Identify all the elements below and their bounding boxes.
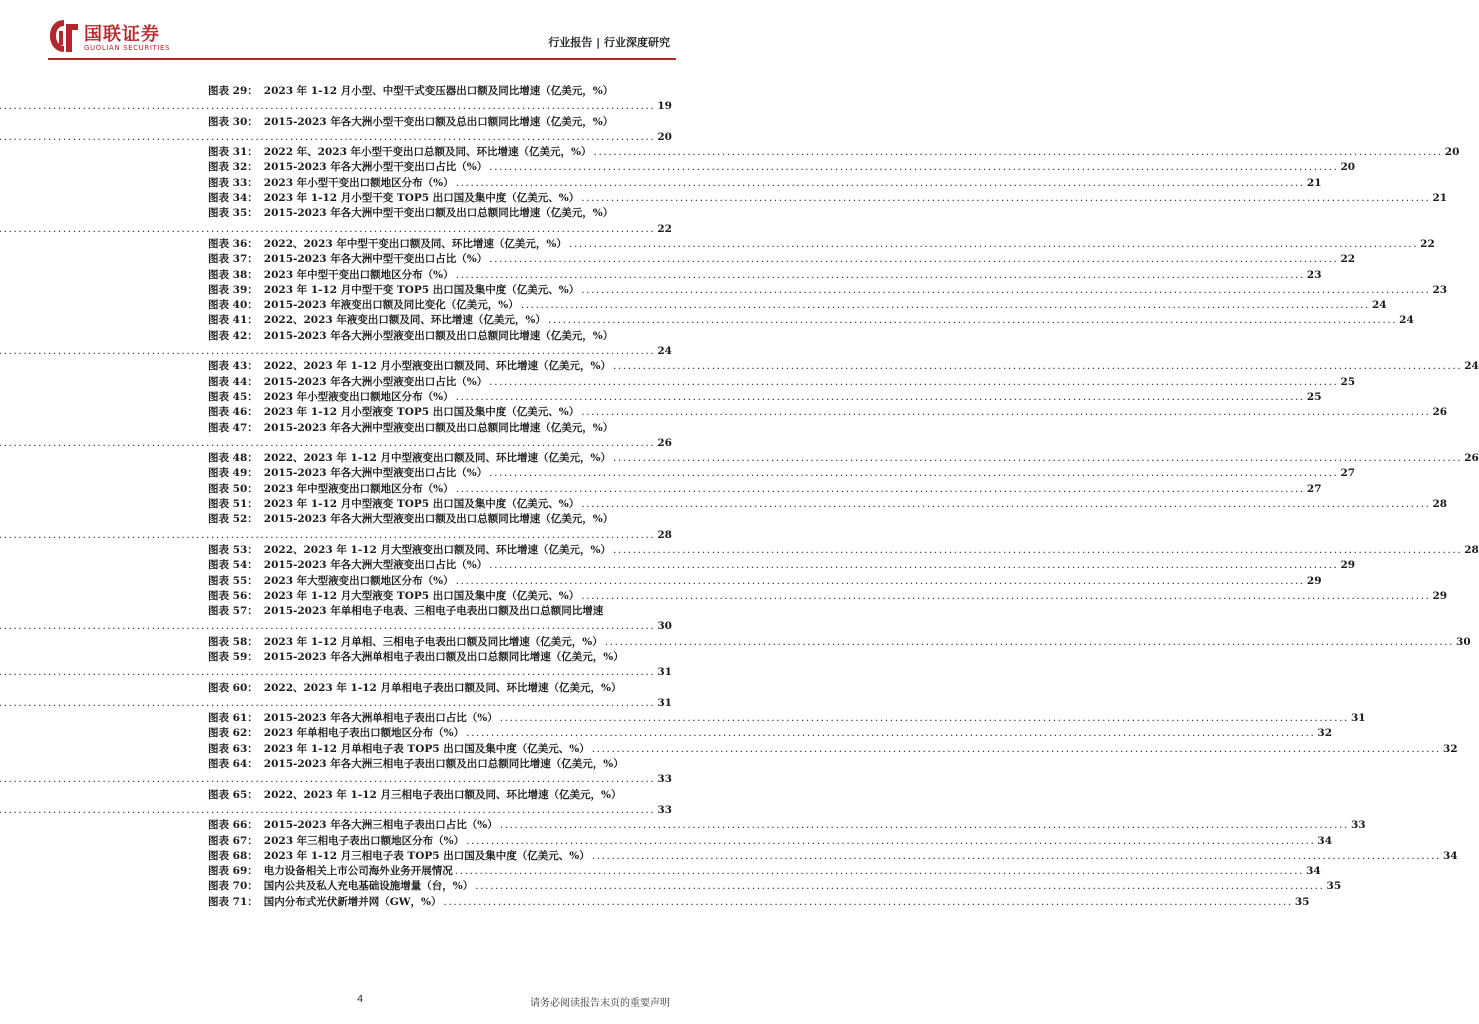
toc-entry[interactable] (208, 451, 1479, 466)
toc-entry-label: 图表 58： (208, 635, 258, 648)
toc-entry[interactable] (208, 788, 672, 803)
toc-dot-leader (611, 359, 1464, 374)
toc-entry-title: 2023 年中型液变出口额地区分布（%） (263, 482, 454, 495)
toc-entry[interactable] (208, 589, 1448, 604)
toc-entry-label: 图表 56： (208, 589, 258, 602)
toc-entry[interactable] (208, 283, 1448, 298)
toc-entry[interactable] (208, 206, 672, 221)
toc-dot-leader (0, 696, 657, 711)
toc-dot-leader (487, 160, 1340, 175)
toc-entry-continuation (208, 665, 672, 680)
toc-entry-title: 2022、2023 年 1-12 月小型液变出口额及同、环比增速（亿美元，%） (263, 360, 611, 373)
toc-entry-title: 2023 年 1-12 月小型液变 TOP5 出口国及集中度（亿美元、%） (263, 406, 580, 419)
toc-entry-label: 图表 62： (208, 727, 258, 740)
toc-entry[interactable] (208, 390, 1322, 405)
toc-entry-page: 30 (1456, 635, 1471, 648)
toc-entry-page: 26 (657, 436, 672, 449)
toc-dot-leader (611, 543, 1464, 558)
toc-dot-leader (590, 742, 1443, 757)
toc-entry-title: 2015-2023 年各大洲小型液变出口占比（%） (263, 375, 488, 388)
toc-entry-page: 32 (1442, 742, 1458, 755)
toc-entry-title: 2023 年三相电子表出口额地区分布（%） (263, 834, 465, 847)
toc-entry-title: 2023 年 1-12 月单相、三相电子电表出口额及同比增速（亿美元，%） (263, 635, 603, 648)
toc-dot-leader (454, 268, 1307, 283)
figure-index (208, 84, 1479, 910)
toc-entry-page: 31 (657, 696, 672, 709)
toc-entry-continuation (208, 696, 672, 711)
toc-dot-leader (0, 665, 657, 680)
toc-entry-label: 图表 32： (208, 161, 258, 174)
toc-dot-leader (453, 864, 1306, 879)
toc-entry-label: 图表 50： (208, 482, 258, 495)
toc-dot-leader (579, 283, 1432, 298)
toc-entry-page: 35 (1294, 895, 1310, 908)
toc-dot-leader (0, 803, 657, 818)
toc-dot-leader (0, 130, 657, 145)
toc-entry-title: 2015-2023 年各大洲中型干变出口额及出口总额同比增速（亿美元，%） (263, 207, 614, 220)
toc-entry-page: 27 (1306, 482, 1322, 495)
toc-entry-page: 31 (1351, 712, 1366, 725)
toc-dot-leader (454, 482, 1307, 497)
toc-entry-title: 2023 年 1-12 月小型干变 TOP5 出口国及集中度（亿美元、%） (263, 192, 580, 205)
toc-dot-leader (498, 711, 1351, 726)
toc-entry-title: 电力设备相关上市公司海外业务开展情况 (263, 865, 453, 878)
toc-entry-title: 国内分布式光伏新增并网（GW，%） (263, 895, 442, 908)
toc-entry-title: 2015-2023 年各大洲三相电子表出口额及出口总额同比增速（亿美元，%） (263, 758, 624, 771)
toc-entry[interactable] (208, 879, 1342, 894)
toc-entry-title: 2015-2023 年各大洲小型干变出口占比（%） (263, 161, 488, 174)
toc-entry-title: 2023 年 1-12 月单相电子表 TOP5 出口国及集中度（亿美元、%） (263, 742, 590, 755)
toc-entry-continuation (208, 222, 672, 237)
toc-entry[interactable] (208, 497, 1448, 512)
toc-entry-label: 图表 69： (208, 865, 258, 878)
toc-entry-label: 图表 46： (208, 406, 258, 419)
toc-entry-title: 2023 年中型干变出口额地区分布（%） (263, 268, 454, 281)
toc-entry-label: 图表 59： (208, 650, 258, 663)
toc-dot-leader (603, 635, 1456, 650)
toc-entry-page: 24 (657, 345, 672, 358)
toc-entry[interactable] (208, 145, 1460, 160)
toc-dot-leader (579, 589, 1432, 604)
toc-entry-page: 20 (1340, 161, 1356, 174)
toc-entry[interactable] (208, 834, 1333, 849)
toc-entry-label: 图表 70： (208, 880, 258, 893)
toc-entry-label: 图表 60： (208, 681, 258, 694)
toc-entry-title: 2022、2023 年中型干变出口额及同、环比增速（亿美元，%） (263, 237, 567, 250)
toc-entry-continuation (208, 130, 672, 145)
toc-entry[interactable] (208, 482, 1322, 497)
toc-entry-title: 2022、2023 年 1-12 月三相电子表出口额及同、环比增速（亿美元，%） (263, 788, 622, 801)
toc-dot-leader (579, 405, 1432, 420)
toc-entry[interactable] (208, 543, 1479, 558)
toc-dot-leader (590, 849, 1443, 864)
toc-entry-page: 22 (1420, 237, 1435, 250)
toc-entry[interactable] (208, 268, 1322, 283)
toc-entry[interactable] (208, 757, 672, 772)
toc-entry-label: 图表 38： (208, 268, 258, 281)
toc-entry-title: 2023 年 1-12 月三相电子表 TOP5 出口国及集中度（亿美元、%） (263, 849, 590, 862)
toc-entry[interactable] (208, 895, 1310, 910)
toc-entry-title: 2015-2023 年各大洲小型液变出口额及出口总额同比增速（亿美元，%） (263, 329, 614, 342)
toc-entry-page: 24 (1399, 314, 1414, 327)
page-number: 4 (357, 994, 364, 1005)
toc-entry-label: 图表 65： (208, 788, 258, 801)
toc-dot-leader (464, 726, 1317, 741)
toc-entry-title: 2015-2023 年各大洲大型液变出口额及出口总额同比增速（亿美元，%） (263, 513, 614, 526)
toc-entry-title: 2015-2023 年各大洲中型干变出口占比（%） (263, 253, 488, 266)
toc-entry-label: 图表 40： (208, 299, 258, 312)
toc-entry-label: 图表 61： (208, 712, 258, 725)
toc-dot-leader (579, 497, 1432, 512)
toc-entry[interactable] (208, 574, 1322, 589)
toc-entry-page: 21 (1306, 176, 1322, 189)
toc-entry-page: 19 (657, 100, 672, 113)
toc-entry-page: 22 (1340, 253, 1356, 266)
toc-dot-leader (0, 222, 657, 237)
toc-entry-title: 2015-2023 年各大洲小型干变出口额及总出口额同比增速（亿美元，%） (263, 115, 614, 128)
toc-entry-title: 2015-2023 年各大洲单相电子表出口额及出口总额同比增速（亿美元，%） (263, 650, 624, 663)
toc-entry-continuation (208, 772, 672, 787)
toc-entry[interactable] (208, 160, 1356, 175)
toc-entry-page: 32 (1317, 727, 1333, 740)
toc-entry-label: 图表 66： (208, 819, 258, 832)
toc-entry-label: 图表 29： (208, 85, 258, 97)
toc-dot-leader (567, 237, 1420, 252)
toc-entry[interactable] (208, 405, 1448, 420)
toc-entry-page: 31 (657, 666, 672, 679)
toc-entry-label: 图表 36： (208, 237, 258, 250)
toc-entry-title: 2023 年小型液变出口额地区分布（%） (263, 390, 454, 403)
toc-entry-page: 23 (1306, 268, 1322, 281)
toc-entry-page: 35 (1326, 880, 1342, 893)
toc-dot-leader (487, 375, 1340, 390)
guolian-logo-icon (48, 18, 80, 54)
toc-entry-title: 2022、2023 年 1-12 月单相电子表出口额及同、环比增速（亿美元，%） (263, 681, 622, 694)
toc-dot-leader (0, 772, 657, 787)
toc-entry-title: 2023 年 1-12 月中型干变 TOP5 出口国及集中度（亿美元、%） (263, 283, 580, 296)
toc-entry-page: 25 (1340, 375, 1356, 388)
toc-entry-label: 图表 37： (208, 253, 258, 266)
toc-entry[interactable] (208, 466, 1356, 481)
toc-entry-page: 25 (1306, 390, 1322, 403)
toc-entry-page: 33 (657, 803, 672, 816)
toc-dot-leader (0, 528, 657, 543)
toc-dot-leader (592, 145, 1445, 160)
toc-entry-page: 33 (1351, 819, 1366, 832)
toc-entry-continuation (208, 619, 672, 634)
logo-chinese-text: 国联证券 (84, 24, 160, 45)
toc-entry[interactable] (208, 681, 672, 696)
toc-entry-label: 图表 33： (208, 176, 258, 189)
logo-english-text: GUOLIAN SECURITIES (84, 44, 171, 52)
toc-entry-page: 26 (1464, 452, 1479, 465)
toc-entry-label: 图表 67： (208, 834, 258, 847)
toc-entry-page: 23 (1432, 283, 1448, 296)
toc-entry-page: 28 (657, 528, 672, 541)
toc-entry[interactable] (208, 237, 1435, 252)
toc-entry-page: 26 (1432, 406, 1448, 419)
toc-entry-title: 2015-2023 年液变出口额及同比变化（亿美元，%） (263, 299, 519, 312)
toc-entry-title: 2023 年单相电子表出口额地区分布（%） (263, 727, 465, 740)
toc-dot-leader (0, 619, 657, 634)
toc-entry-page: 29 (1340, 559, 1356, 572)
toc-dot-leader (454, 574, 1307, 589)
toc-dot-leader (519, 298, 1372, 313)
toc-entry[interactable] (208, 818, 1366, 833)
toc-entry-label: 图表 49： (208, 467, 258, 480)
toc-dot-leader (442, 895, 1295, 910)
toc-entry-continuation (208, 99, 672, 114)
toc-entry-title: 2015-2023 年各大洲大型液变出口占比（%） (263, 559, 488, 572)
toc-entry[interactable] (208, 726, 1333, 741)
toc-dot-leader (487, 466, 1340, 481)
toc-entry-label: 图表 31： (208, 146, 258, 159)
toc-entry-page: 29 (1306, 574, 1322, 587)
toc-entry-label: 图表 41： (208, 314, 258, 327)
toc-dot-leader (464, 834, 1317, 849)
toc-entry-label: 图表 39： (208, 283, 258, 296)
toc-entry-label: 图表 45： (208, 390, 258, 403)
toc-entry-page: 34 (1317, 834, 1333, 847)
toc-entry[interactable] (208, 84, 672, 99)
toc-entry-page: 22 (657, 222, 672, 235)
toc-entry-label: 图表 55： (208, 574, 258, 587)
toc-entry-title: 2015-2023 年各大洲中型液变出口占比（%） (263, 467, 488, 480)
toc-entry-page: 33 (657, 773, 672, 786)
toc-entry-title: 2023 年小型干变出口额地区分布（%） (263, 176, 454, 189)
report-category: 行业报告 | 行业深度研究 (548, 36, 670, 49)
toc-entry-continuation (208, 436, 672, 451)
toc-entry-title: 2015-2023 年各大洲中型液变出口额及出口总额同比增速（亿美元，%） (263, 421, 614, 434)
toc-entry-title: 2015-2023 年各大洲三相电子表出口占比（%） (263, 819, 498, 832)
toc-entry-label: 图表 48： (208, 452, 258, 465)
toc-entry-label: 图表 71： (208, 895, 258, 908)
toc-dot-leader (546, 313, 1399, 328)
toc-entry-label: 图表 52： (208, 513, 258, 526)
toc-dot-leader (0, 99, 657, 114)
toc-dot-leader (473, 879, 1326, 894)
toc-entry[interactable] (208, 512, 672, 527)
toc-dot-leader (611, 451, 1464, 466)
toc-entry-continuation (208, 528, 672, 543)
toc-entry-label: 图表 64： (208, 758, 258, 771)
toc-dot-leader (487, 558, 1340, 573)
toc-entry[interactable] (208, 711, 1366, 726)
toc-entry-label: 图表 43： (208, 360, 258, 373)
header-divider (48, 58, 676, 60)
toc-entry-page: 20 (657, 130, 672, 143)
toc-entry-title: 2023 年 1-12 月大型液变 TOP5 出口国及集中度（亿美元、%） (263, 589, 580, 602)
toc-entry[interactable] (208, 604, 672, 619)
page-header (0, 0, 724, 62)
toc-dot-leader (487, 252, 1340, 267)
toc-entry[interactable] (208, 313, 1414, 328)
toc-entry-label: 图表 51： (208, 498, 258, 511)
toc-entry-title: 2015-2023 年各大洲单相电子表出口占比（%） (263, 712, 498, 725)
toc-entry-page: 24 (1372, 299, 1387, 312)
toc-entry-title: 2015-2023 年单相电子电表、三相电子电表出口额及出口总额同比增速 (263, 605, 604, 618)
toc-entry-page: 34 (1306, 865, 1321, 878)
toc-entry[interactable] (208, 635, 1471, 650)
toc-entry-title: 2022、2023 年 1-12 月中型液变出口额及同、环比增速（亿美元，%） (263, 452, 611, 465)
toc-entry[interactable] (208, 650, 672, 665)
toc-entry-page: 21 (1432, 192, 1448, 205)
toc-entry[interactable] (208, 252, 1356, 267)
toc-entry[interactable] (208, 359, 1479, 374)
toc-entry-page: 30 (657, 620, 672, 633)
toc-entry-label: 图表 42： (208, 329, 258, 342)
toc-entry-label: 图表 30： (208, 115, 258, 128)
toc-entry-title: 2022 年、2023 年小型干变出口总额及同、环比增速（亿美元，%） (263, 146, 592, 159)
toc-entry-continuation (208, 803, 672, 818)
toc-entry-label: 图表 47： (208, 421, 258, 434)
toc-entry[interactable] (208, 329, 672, 344)
toc-entry-title: 2022、2023 年液变出口额及同、环比增速（亿美元，%） (263, 314, 546, 327)
toc-entry[interactable] (208, 298, 1387, 313)
toc-entry-title: 2022、2023 年 1-12 月大型液变出口额及同、环比增速（亿美元，%） (263, 543, 611, 556)
toc-entry[interactable] (208, 742, 1458, 757)
company-logo (48, 18, 198, 54)
toc-entry-page: 27 (1340, 467, 1356, 480)
toc-entry[interactable] (208, 864, 1321, 879)
toc-dot-leader (0, 344, 657, 359)
toc-dot-leader (454, 390, 1307, 405)
toc-dot-leader (498, 818, 1351, 833)
disclaimer-note: 请务必阅读报告末页的重要声明 (530, 998, 670, 1009)
toc-entry[interactable] (208, 849, 1458, 864)
toc-entry[interactable] (208, 191, 1448, 206)
toc-entry-continuation (208, 344, 672, 359)
toc-entry-label: 图表 44： (208, 375, 258, 388)
toc-dot-leader (579, 191, 1432, 206)
toc-entry-title: 国内公共及私人充电基础设施增量（台，%） (263, 880, 474, 893)
toc-entry-label: 图表 53： (208, 543, 258, 556)
toc-entry-page: 29 (1432, 589, 1448, 602)
toc-entry[interactable] (208, 421, 672, 436)
toc-entry-label: 图表 68： (208, 849, 258, 862)
toc-entry-title: 2023 年 1-12 月小型、中型干式变压器出口额及同比增速（亿美元，%） (263, 85, 614, 97)
toc-entry[interactable] (208, 176, 1322, 191)
toc-entry-page: 28 (1432, 498, 1448, 511)
toc-entry-page: 28 (1464, 543, 1479, 556)
toc-dot-leader (0, 436, 657, 451)
toc-entry[interactable] (208, 375, 1356, 390)
toc-entry-label: 图表 54： (208, 559, 258, 572)
toc-entry-page: 20 (1444, 146, 1460, 159)
toc-entry-page: 34 (1442, 849, 1458, 862)
toc-entry-title: 2023 年大型液变出口额地区分布（%） (263, 574, 454, 587)
toc-dot-leader (454, 176, 1307, 191)
toc-entry-label: 图表 57： (208, 605, 258, 618)
toc-entry-page: 24 (1464, 360, 1479, 373)
toc-entry-label: 图表 63： (208, 742, 258, 755)
toc-entry-label: 图表 34： (208, 192, 258, 205)
toc-entry-title: 2023 年 1-12 月中型液变 TOP5 出口国及集中度（亿美元、%） (263, 498, 580, 511)
toc-entry[interactable] (208, 115, 672, 130)
toc-entry-label: 图表 35： (208, 207, 258, 220)
toc-entry[interactable] (208, 558, 1356, 573)
